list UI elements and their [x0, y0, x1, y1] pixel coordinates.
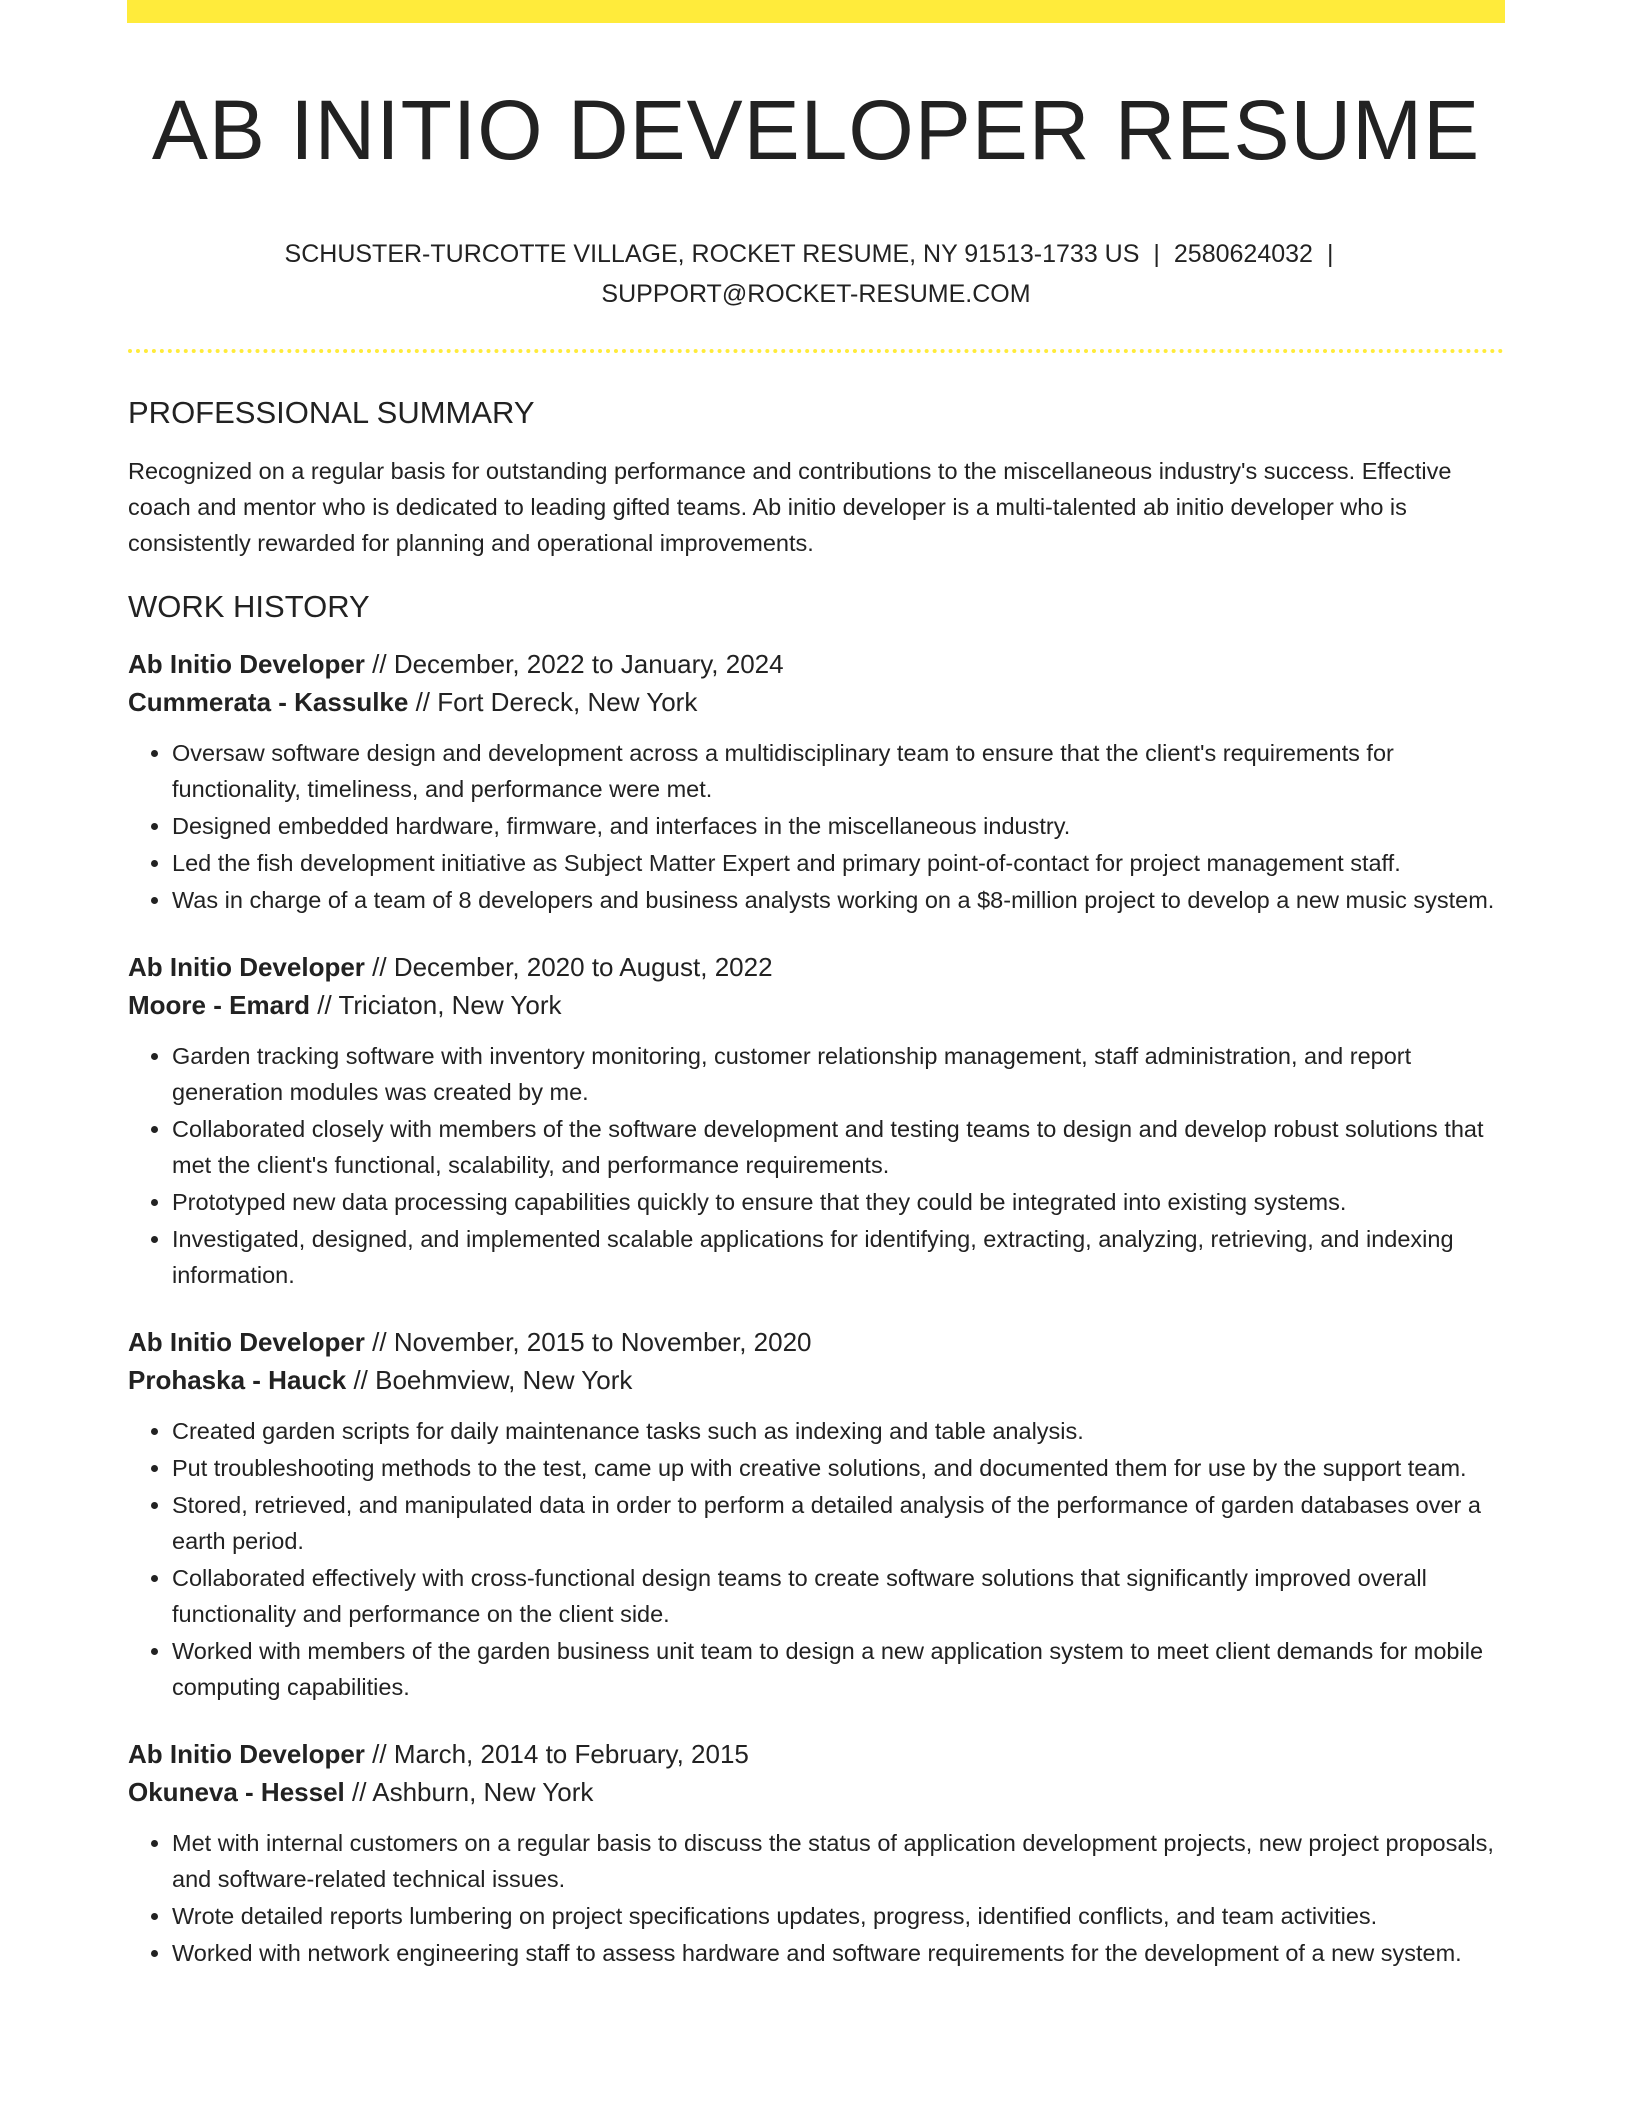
job-entry: [128, 1323, 1504, 1705]
job-bullet: • Put troubleshooting methods to the test, came up with creative solutions, and documented them for use by the support team.: [172, 1450, 1504, 1486]
job-company-line: [128, 1773, 1504, 1811]
summary-heading: PROFESSIONAL SUMMARY: [128, 395, 535, 430]
job-location: // Ashburn, New York: [344, 1777, 594, 1807]
job-bullet: • Met with internal customers on a regular basis to discuss the status of application development projects, new project proposals, and software-related technical issues.: [172, 1825, 1504, 1897]
work-history-heading: WORK HISTORY: [128, 589, 370, 624]
job-bullet: • Collaborated effectively with cross-functional design teams to create software solutions that significantly improved overall functionality and performance on the client side.: [172, 1560, 1504, 1632]
job-dates: // December, 2020 to August, 2022: [364, 952, 773, 982]
contact-separator: |: [1153, 240, 1160, 268]
job-bullet: • Oversaw software design and development across a multidisciplinary team to ensure that the client's requirements for functionality, timeliness, and performance were met.: [172, 735, 1504, 807]
contact-phone: 2580624032: [1173, 240, 1313, 268]
job-bullet: • Worked with network engineering staff to assess hardware and software requirements for the development of a new system.: [172, 1935, 1504, 1971]
job-entry: [128, 645, 1504, 918]
job-bullet: • Led the fish development initiative as Subject Matter Expert and primary point-of-contact for project management staff.: [172, 845, 1504, 881]
job-bullet: • Garden tracking software with inventory monitoring, customer relationship management, staff administration, and report generation modules was created by me.: [172, 1038, 1504, 1110]
resume-title: AB INITIO DEVELOPER RESUME: [151, 83, 1481, 177]
job-dates: // March, 2014 to February, 2015: [364, 1739, 749, 1769]
job-bullet: • Created garden scripts for daily maintenance tasks such as indexing and table analysis.: [172, 1413, 1504, 1449]
job-company: Okuneva - Hessel: [128, 1777, 345, 1807]
job-title-line: [128, 1323, 1504, 1361]
job-role: Ab Initio Developer: [128, 952, 365, 982]
job-company-line: [128, 1361, 1504, 1399]
job-entry: [128, 1735, 1504, 1971]
job-company: Moore - Emard: [128, 990, 311, 1020]
job-bullet: • Was in charge of a team of 8 developers and business analysts working on a $8-million project to develop a new music system.: [172, 882, 1504, 918]
job-bullet: • Designed embedded hardware, firmware, and interfaces in the miscellaneous industry.: [172, 808, 1504, 844]
job-company-line: [128, 683, 1504, 721]
job-company: Prohaska - Hauck: [128, 1365, 347, 1395]
job-role: Ab Initio Developer: [128, 1739, 365, 1769]
dotted-divider: [128, 349, 1504, 353]
job-company-line: [128, 986, 1504, 1024]
job-title-line: [128, 1735, 1504, 1773]
contact-email: SUPPORT@ROCKET-RESUME.COM: [601, 280, 1031, 308]
resume-content: [128, 0, 1504, 1972]
job-company: Cummerata - Kassulke: [128, 687, 409, 717]
job-dates: // December, 2022 to January, 2024: [364, 649, 784, 679]
job-role: Ab Initio Developer: [128, 1327, 365, 1357]
job-bullets: [128, 735, 1504, 918]
job-bullet: • Stored, retrieved, and manipulated data in order to perform a detailed analysis of the performance of garden databases over a earth period.: [172, 1487, 1504, 1559]
job-title-line: [128, 645, 1504, 683]
summary-text: Recognized on a regular basis for outstanding performance and contributions to the miscellaneous industry's success. Effective coach and mentor who is dedicated to leading gifted teams. Ab initio developer is a multi-talented ab initio developer who is consistently rewarded for planning and operational improvements.: [128, 458, 1452, 556]
job-bullet: • Collaborated closely with members of the software development and testing teams to design and develop robust solutions that met the client's functional, scalability, and performance requirements.: [172, 1111, 1504, 1183]
job-bullet: • Investigated, designed, and implemented scalable applications for identifying, extracting, analyzing, retrieving, and indexing information.: [172, 1221, 1504, 1293]
job-bullet: • Wrote detailed reports lumbering on project specifications updates, progress, identified conflicts, and team activities.: [172, 1898, 1504, 1934]
job-bullet: • Worked with members of the garden business unit team to design a new application system to meet client demands for mobile computing capabilities.: [172, 1633, 1504, 1705]
job-entry: [128, 948, 1504, 1293]
contact-separator: |: [1326, 240, 1334, 268]
job-bullet: • Prototyped new data processing capabilities quickly to ensure that they could be integrated into existing systems.: [172, 1184, 1504, 1220]
job-bullets: [128, 1038, 1504, 1293]
job-bullets: [128, 1413, 1504, 1705]
job-location: // Boehmview, New York: [346, 1365, 633, 1395]
contact-address: SCHUSTER-TURCOTTE VILLAGE, ROCKET RESUME, NY 91513-1733 US: [284, 240, 1140, 268]
job-location: // Fort Dereck, New York: [408, 687, 698, 717]
job-role: Ab Initio Developer: [128, 649, 365, 679]
job-bullets: [128, 1825, 1504, 1971]
contact-info: [128, 234, 1504, 314]
job-dates: // November, 2015 to November, 2020: [364, 1327, 812, 1357]
job-location: // Triciaton, New York: [310, 990, 562, 1020]
job-title-line: [128, 948, 1504, 986]
